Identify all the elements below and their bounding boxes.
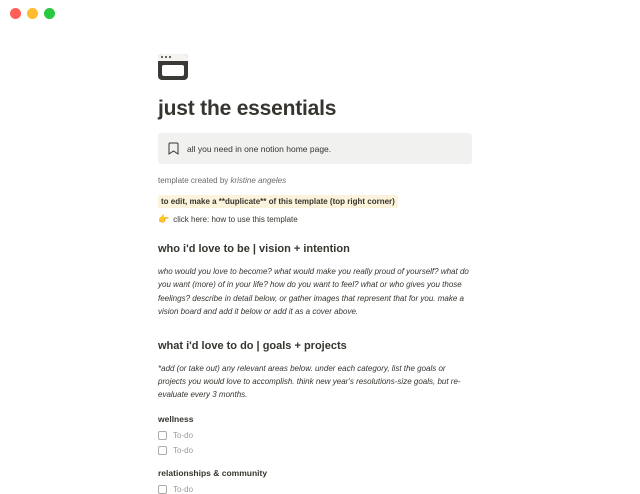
bookmark-icon <box>168 142 179 155</box>
callout-block <box>158 133 472 164</box>
credit-author: kristine angeles <box>230 176 287 186</box>
section-heading-vision: who i'd love to be | vision + intention <box>158 243 350 256</box>
group-label-wellness: wellness <box>158 413 194 424</box>
window-controls <box>10 8 55 19</box>
duplicate-note: to edit, make a **duplicate** of this template (top right corner) <box>158 195 398 208</box>
checkbox-icon[interactable] <box>158 431 167 440</box>
group-label-relationships: relationships & community <box>158 467 268 478</box>
todo-label[interactable]: To-do <box>173 445 194 455</box>
section-paragraph-goals: *add (or take out) any relevant areas below. under each category, list the goals or projects you would love to accomplish. think new year's resolutions-size goals, but re-evaluate every 3 months. <box>158 363 461 400</box>
section-paragraph-vision: who would you love to become? what would make you really proud of yourself? what do you want (more) of in your life? how do you want to feel? what or who gives you those feelings? describe in detail below, or gather images that represent that for you. make a vision board and add it below or add it as a cover above. <box>158 267 469 316</box>
callout-text: all you need in one notion home page. <box>187 143 332 154</box>
checkbox-icon[interactable] <box>158 446 167 455</box>
howto-link-row[interactable] <box>158 214 478 225</box>
notion-page <box>0 54 640 494</box>
minimize-button[interactable] <box>27 8 38 19</box>
duplicate-note-row <box>158 191 478 214</box>
todo-item[interactable] <box>158 485 478 494</box>
todo-label[interactable]: To-do <box>173 430 194 440</box>
credit-prefix: template created by <box>158 176 231 186</box>
template-credit <box>158 176 478 185</box>
todo-item[interactable] <box>158 431 478 440</box>
page-title: just the essentials <box>158 97 337 120</box>
checkbox-icon[interactable] <box>158 485 167 494</box>
todo-item[interactable] <box>158 446 478 455</box>
todo-label[interactable]: To-do <box>173 484 194 494</box>
howto-link-label[interactable]: click here: how to use this template <box>173 215 298 225</box>
zoom-button[interactable] <box>44 8 55 19</box>
window-titlebar <box>0 0 640 26</box>
page-content <box>158 54 478 494</box>
browser-window-icon[interactable] <box>158 54 188 80</box>
pointing-hand-icon: 👉 <box>158 214 170 225</box>
close-button[interactable] <box>10 8 21 19</box>
section-heading-goals: what i'd love to do | goals + projects <box>158 339 347 352</box>
